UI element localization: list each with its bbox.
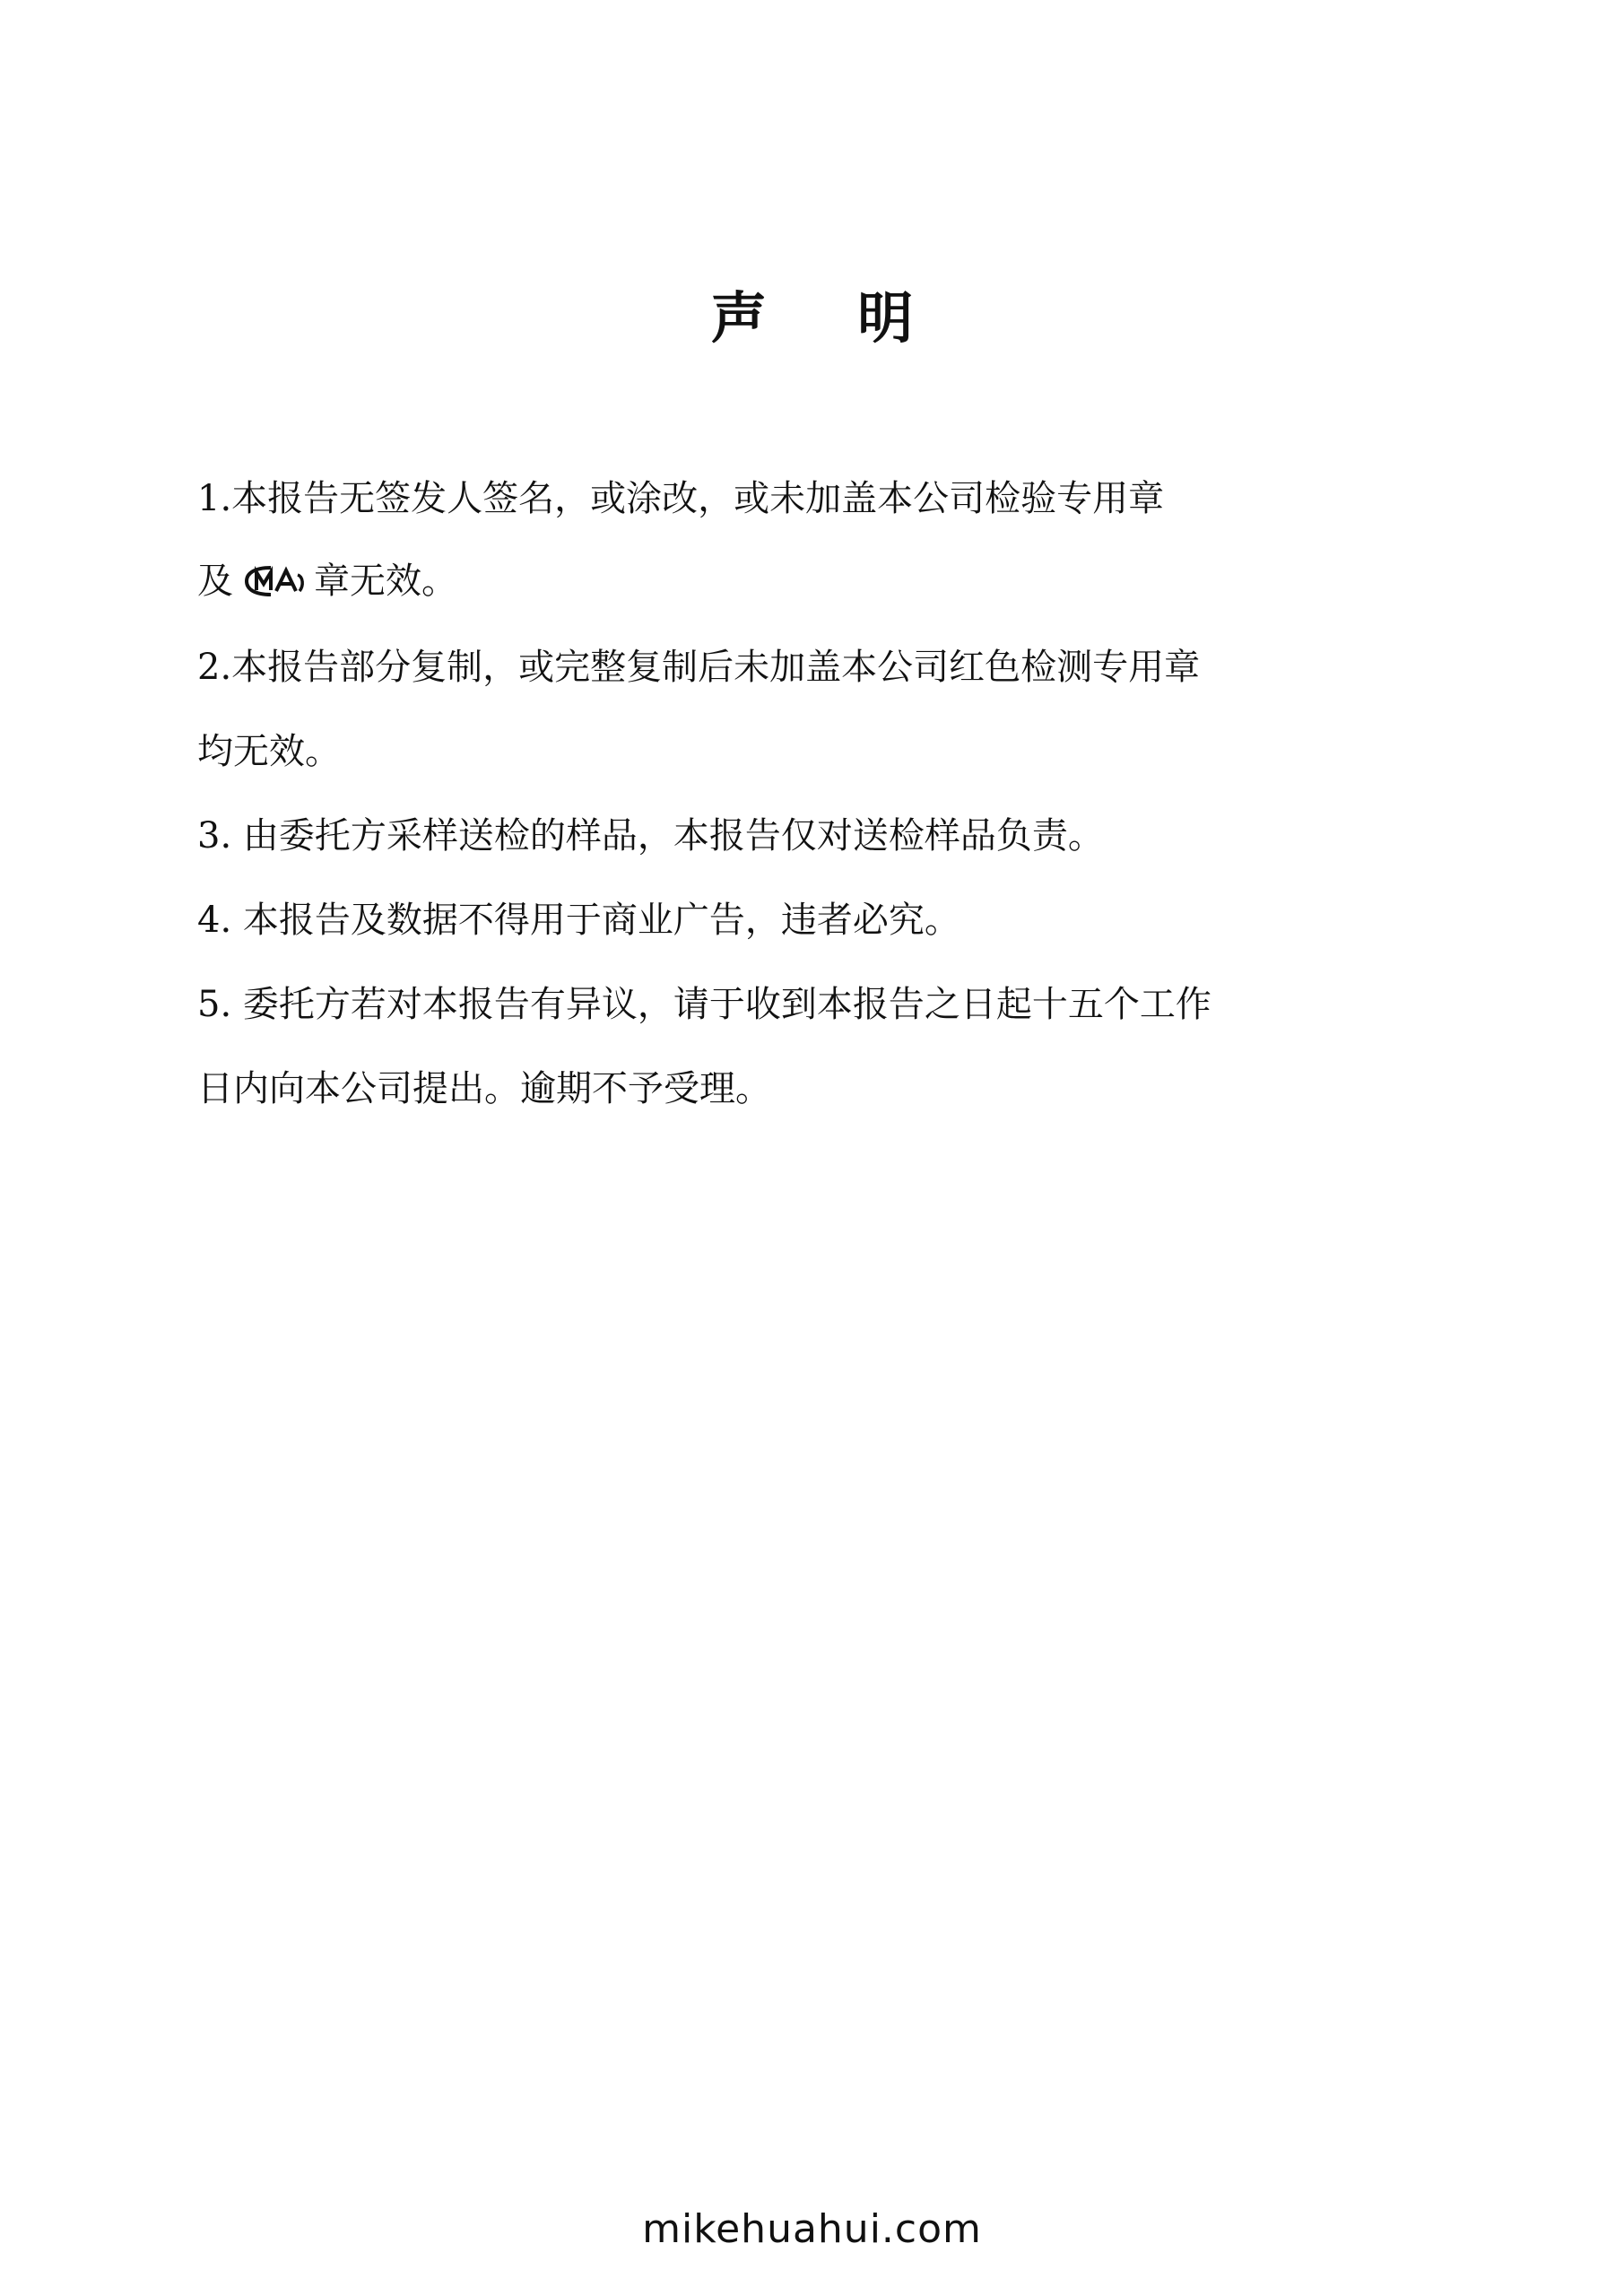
watermark: mikehuahui.com bbox=[642, 2206, 982, 2252]
cma-certification-mark-icon bbox=[244, 564, 307, 598]
statement-1-prefix: 及 bbox=[197, 561, 233, 602]
statement-1-suffix: 章无效。 bbox=[314, 561, 457, 602]
page-title: 声 明 bbox=[710, 285, 950, 351]
statement-3: 3. 由委托方采样送检的样品，本报告仅对送检样品负责。 bbox=[197, 815, 1104, 857]
statement-1-line-1: 1.本报告无签发人签名，或涂改，或未加盖本公司检验专用章 bbox=[197, 478, 1165, 519]
statement-1-line-2 bbox=[197, 556, 1453, 606]
statement-2-line-2: 均无效。 bbox=[197, 731, 341, 772]
statement-5-line-2: 日内向本公司提出。逾期不予受理。 bbox=[197, 1068, 771, 1109]
statement-4: 4. 本报告及数据不得用于商业广告，违者必究。 bbox=[197, 900, 960, 941]
statement-2-line-1: 2.本报告部分复制，或完整复制后未加盖本公司红色检测专用章 bbox=[197, 647, 1201, 688]
statement-5-line-1: 5. 委托方若对本报告有异议，请于收到本报告之日起十五个工作 bbox=[197, 984, 1211, 1025]
